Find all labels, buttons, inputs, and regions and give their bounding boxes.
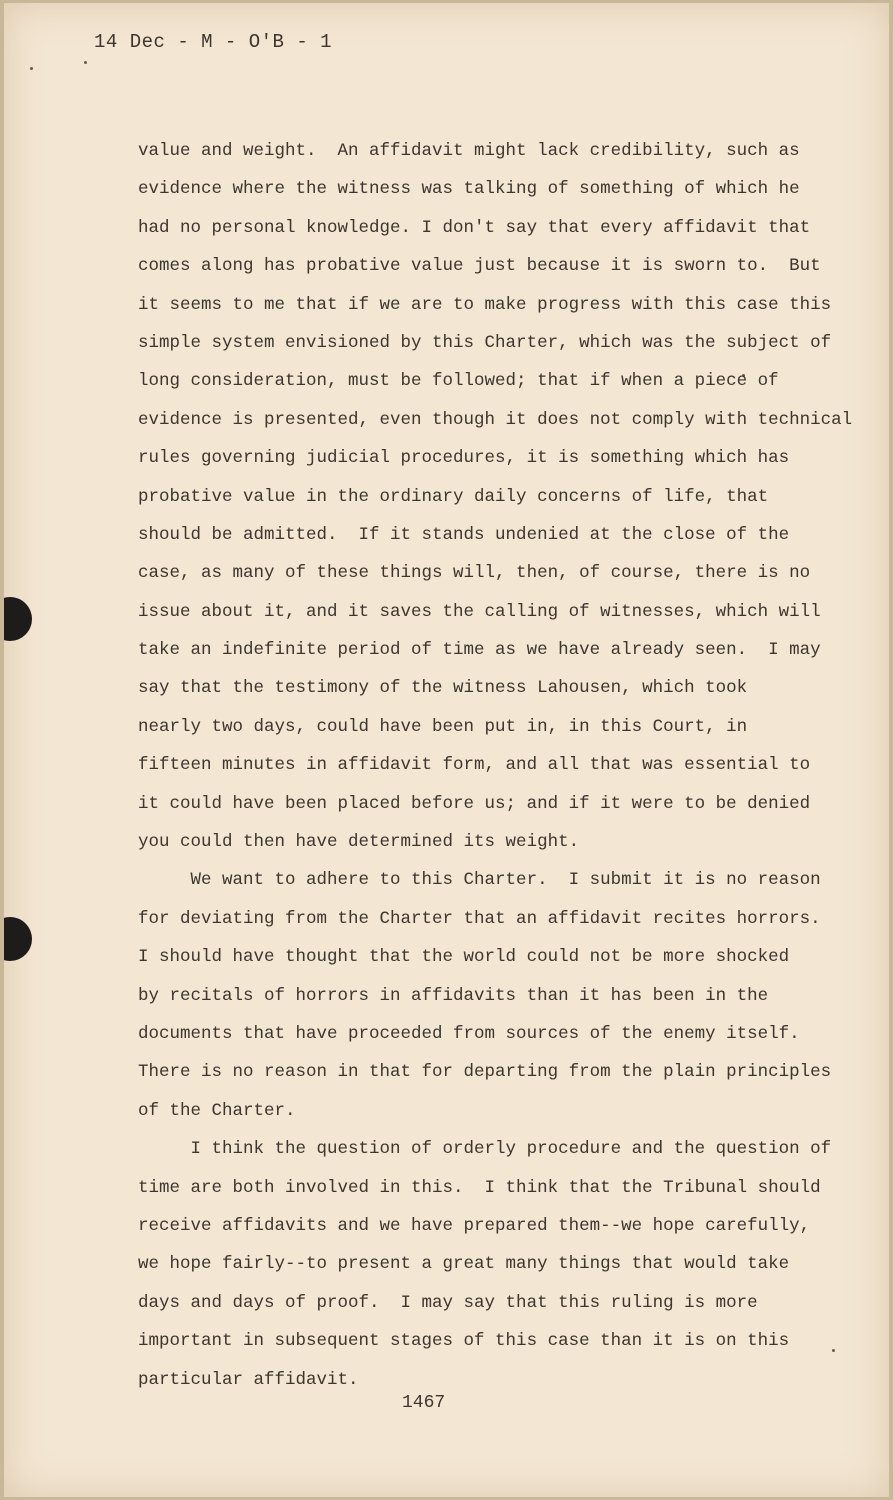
body-line: you could then have determined its weight. bbox=[138, 832, 580, 853]
body-line: particular affidavit. bbox=[138, 1369, 359, 1390]
body-line: receive affidavits and we have prepared them--we hope carefully, bbox=[138, 1215, 811, 1236]
paper-speck bbox=[832, 1349, 835, 1352]
body-line: of the Charter. bbox=[138, 1100, 296, 1121]
body-line: it could have been placed before us; and if it were to be denied bbox=[138, 793, 811, 814]
body-line: I think the question of orderly procedure and the question of bbox=[138, 1139, 832, 1160]
body-line: comes along has probative value just because it is sworn to. But bbox=[138, 256, 821, 277]
paper-speck bbox=[84, 61, 87, 64]
punch-hole-bottom bbox=[4, 917, 32, 961]
body-line: evidence is presented, even though it does not comply with technical bbox=[138, 409, 853, 430]
body-line: important in subsequent stages of this case than it is on this bbox=[138, 1331, 790, 1352]
body-line: we hope fairly--to present a great many things that would take bbox=[138, 1254, 790, 1275]
body-line: case, as many of these things will, then, of course, there is no bbox=[138, 563, 811, 584]
document-page bbox=[4, 3, 889, 1497]
body-line: time are both involved in this. I think that the Tribunal should bbox=[138, 1177, 821, 1198]
body-line: We want to adhere to this Charter. I submit it is no reason bbox=[138, 870, 821, 891]
body-line: issue about it, and it saves the calling of witnesses, which will bbox=[138, 601, 821, 622]
body-line: should be admitted. If it stands undenied at the close of the bbox=[138, 524, 790, 545]
body-line: days and days of proof. I may say that this ruling is more bbox=[138, 1292, 758, 1313]
punch-hole-top bbox=[4, 597, 32, 641]
body-line: long consideration, must be followed; that if when a piece of bbox=[138, 371, 779, 392]
body-line: say that the testimony of the witness Lahousen, which took bbox=[138, 678, 748, 699]
page-number: 1467 bbox=[402, 1393, 446, 1413]
body-line: value and weight. An affidavit might lack credibility, such as bbox=[138, 141, 800, 161]
document-header: 14 Dec - M - O'B - 1 bbox=[94, 31, 333, 53]
body-line: fifteen minutes in affidavit form, and all that was essential to bbox=[138, 755, 811, 776]
body-line: rules governing judicial procedures, it is something which has bbox=[138, 448, 790, 469]
body-line: I should have thought that the world could not be more shocked bbox=[138, 947, 790, 968]
body-line: for deviating from the Charter that an affidavit recites horrors. bbox=[138, 908, 821, 929]
body-line: evidence where the witness was talking of something of which he bbox=[138, 179, 800, 200]
body-line: There is no reason in that for departing from the plain principles bbox=[138, 1062, 832, 1083]
body-line: by recitals of horrors in affidavits than it has been in the bbox=[138, 985, 769, 1006]
body-line: had no personal knowledge. I don't say that every affidavit that bbox=[138, 217, 811, 238]
document-body bbox=[138, 132, 853, 1399]
paper-speck bbox=[30, 67, 33, 70]
body-line: probative value in the ordinary daily concerns of life, that bbox=[138, 486, 769, 507]
body-line: it seems to me that if we are to make progress with this case this bbox=[138, 294, 832, 315]
body-line: documents that have proceeded from sources of the enemy itself. bbox=[138, 1023, 800, 1044]
body-line: take an indefinite period of time as we have already seen. I may bbox=[138, 640, 821, 661]
body-line: simple system envisioned by this Charter, which was the subject of bbox=[138, 332, 832, 353]
body-line: nearly two days, could have been put in, in this Court, in bbox=[138, 716, 748, 737]
